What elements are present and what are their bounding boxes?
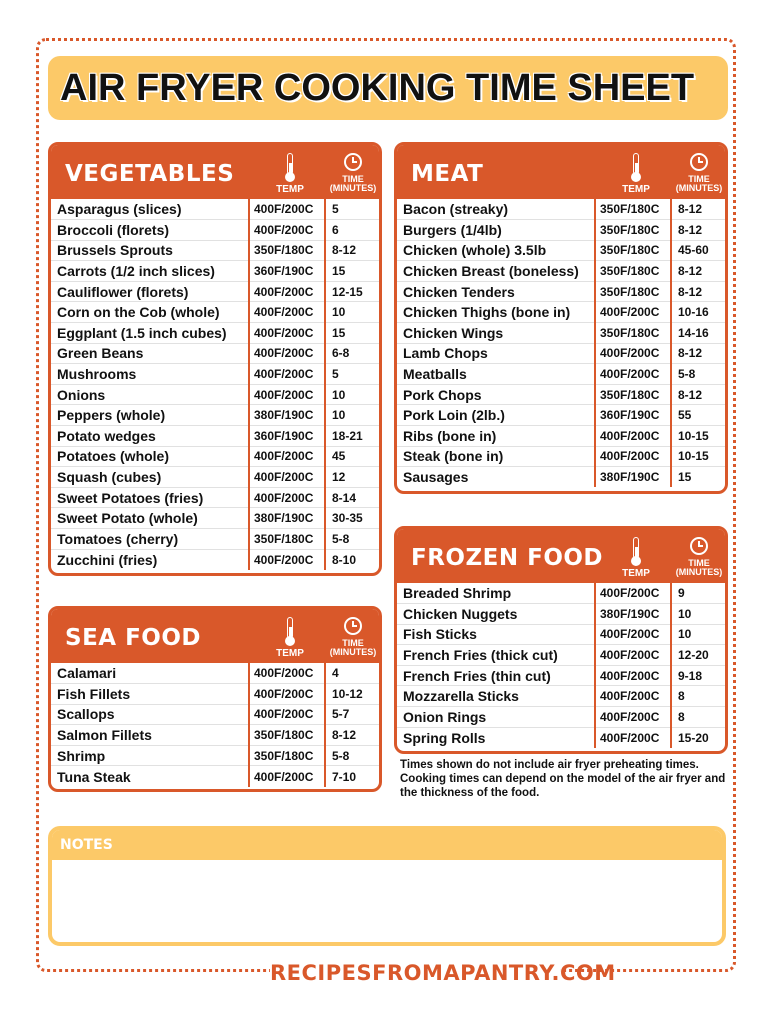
table-row: [51, 663, 379, 684]
notes-header: [52, 830, 722, 860]
section-header: [51, 145, 379, 199]
table-row: [51, 467, 379, 488]
temp-value: 400F/200C: [249, 302, 325, 323]
clock-icon: [690, 153, 708, 171]
table-row: [51, 446, 379, 467]
temp-value: 400F/200C: [595, 302, 671, 323]
food-name: Chicken Thighs (bone in): [397, 302, 595, 323]
time-header-unit: (MINUTES): [675, 567, 723, 577]
table-row: [51, 384, 379, 405]
temp-value: 360F/190C: [249, 261, 325, 282]
temp-value: 400F/200C: [249, 220, 325, 241]
time-value: 10-15: [671, 426, 725, 447]
food-name: Fish Fillets: [51, 684, 249, 705]
food-name: Broccoli (florets): [51, 220, 249, 241]
temp-value: 400F/200C: [249, 487, 325, 508]
thermometer-icon: [285, 153, 295, 183]
food-name: Potato wedges: [51, 426, 249, 447]
table-row: [397, 583, 725, 604]
food-name: Mozzarella Sticks: [397, 686, 595, 707]
time-value: 6-8: [325, 343, 379, 364]
food-name: Shrimp: [51, 745, 249, 766]
time-value: 8-12: [671, 384, 725, 405]
time-value: 15: [325, 323, 379, 344]
thermometer-icon: [631, 537, 641, 567]
food-name: Asparagus (slices): [51, 199, 249, 220]
section-header: [51, 609, 379, 663]
clock-icon: [344, 153, 362, 171]
time-value: 8-12: [671, 220, 725, 241]
section-title: FROZEN FOOD: [411, 545, 604, 571]
temp-value: 350F/180C: [595, 240, 671, 261]
table-row: [51, 261, 379, 282]
table-row: [51, 549, 379, 570]
temp-value: 400F/200C: [249, 549, 325, 570]
food-name: Tomatoes (cherry): [51, 529, 249, 550]
time-value: 10-12: [325, 684, 379, 705]
time-value: 8: [671, 707, 725, 728]
food-name: Onions: [51, 384, 249, 405]
temp-value: 400F/200C: [249, 684, 325, 705]
food-name: Peppers (whole): [51, 405, 249, 426]
meat-section: [394, 142, 728, 494]
food-name: Ribs (bone in): [397, 426, 595, 447]
table-row: [51, 487, 379, 508]
temp-value: 400F/200C: [249, 704, 325, 725]
time-value: 12-15: [325, 281, 379, 302]
temp-value: 400F/200C: [249, 323, 325, 344]
time-value: 15-20: [671, 727, 725, 748]
table-row: [397, 220, 725, 241]
temp-value: 400F/200C: [595, 645, 671, 666]
food-name: Zucchini (fries): [57, 551, 158, 568]
section-header: [397, 145, 725, 199]
time-value: 8-12: [325, 240, 379, 261]
table-row: [397, 240, 725, 261]
temp-header: [601, 149, 671, 197]
food-name: Corn on the Cob (whole): [51, 302, 249, 323]
temp-value: 400F/200C: [595, 727, 671, 748]
footer-url: RECIPESFROMAPANTRY.COM: [270, 961, 616, 985]
temp-header-label: TEMP: [622, 184, 650, 195]
time-value: 55: [671, 405, 725, 426]
temp-value: 400F/200C: [595, 343, 671, 364]
table-row: [51, 725, 379, 746]
table-row: [51, 405, 379, 426]
time-value: 10-15: [671, 446, 725, 467]
food-name: Potatoes (whole): [51, 446, 249, 467]
table-row: [397, 364, 725, 385]
table-row: [397, 302, 725, 323]
food-name: Tuna Steak: [57, 768, 131, 785]
food-name: Sweet Potatoes (fries): [51, 487, 249, 508]
temp-header: [255, 149, 325, 197]
time-header-label: TIME: [688, 174, 710, 184]
temp-header-label: TEMP: [622, 568, 650, 579]
temp-header: [255, 613, 325, 661]
time-value: 10: [671, 604, 725, 625]
food-name: Lamb Chops: [397, 343, 595, 364]
table-row: [51, 220, 379, 241]
vegetables-section: [48, 142, 382, 576]
table-row: [397, 405, 725, 426]
temp-value: 400F/200C: [595, 583, 671, 604]
food-name: Onion Rings: [397, 707, 595, 728]
time-value: 8-14: [325, 487, 379, 508]
time-header: [671, 149, 727, 197]
temp-value: 400F/200C: [249, 663, 325, 684]
table-row: [51, 745, 379, 766]
table-row: [397, 645, 725, 666]
table-row: [51, 766, 379, 787]
food-name: French Fries (thin cut): [397, 665, 595, 686]
temp-value: 380F/190C: [595, 604, 671, 625]
table-row: [397, 686, 725, 707]
temp-value: 350F/180C: [249, 240, 325, 261]
table-row: [397, 624, 725, 645]
table-row: [51, 240, 379, 261]
time-header-label: TIME: [688, 558, 710, 568]
temp-value: 350F/180C: [595, 281, 671, 302]
time-value: 8-10: [325, 549, 379, 570]
temp-value: 400F/200C: [595, 364, 671, 385]
temp-value: 400F/200C: [249, 766, 325, 787]
table-row: [51, 343, 379, 364]
table-row: [51, 323, 379, 344]
section-title: SEA FOOD: [65, 625, 201, 651]
vegetables-table: [51, 199, 379, 570]
temp-value: 360F/190C: [595, 405, 671, 426]
table-row: [51, 684, 379, 705]
table-row: [397, 446, 725, 467]
table-row: [397, 604, 725, 625]
food-name: Sausages: [403, 469, 469, 486]
time-value: 18-21: [325, 426, 379, 447]
time-value: 30-35: [325, 508, 379, 529]
food-name: Breaded Shrimp: [397, 583, 595, 604]
table-row: [397, 323, 725, 344]
time-value: 8-12: [671, 281, 725, 302]
time-value: 15: [671, 467, 725, 488]
section-header: [397, 529, 725, 583]
time-value: 45-60: [671, 240, 725, 261]
food-name: Fish Sticks: [397, 624, 595, 645]
time-value: 6: [325, 220, 379, 241]
disclaimer-note: Times shown do not include air fryer preheating times. Cooking times can depend on the model of the air fryer and the thickness of the food.: [400, 759, 726, 799]
section-title: VEGETABLES: [65, 161, 235, 187]
time-value: 4: [325, 663, 379, 684]
table-row: [397, 707, 725, 728]
temp-value: 400F/200C: [595, 446, 671, 467]
temp-value: 400F/200C: [595, 624, 671, 645]
food-name: Cauliflower (florets): [51, 281, 249, 302]
temp-value: 350F/180C: [595, 384, 671, 405]
clock-icon: [344, 617, 362, 635]
temp-value: 400F/200C: [595, 665, 671, 686]
table-row: [51, 704, 379, 725]
time-value: 10: [325, 405, 379, 426]
time-value: 12-20: [671, 645, 725, 666]
food-name: Steak (bone in): [397, 446, 595, 467]
table-row: [51, 508, 379, 529]
temp-value: 400F/200C: [595, 707, 671, 728]
temp-value: 400F/200C: [249, 384, 325, 405]
table-row: [397, 665, 725, 686]
table-row: [397, 426, 725, 447]
section-title: MEAT: [411, 161, 484, 187]
food-name: Chicken Breast (boneless): [397, 261, 595, 282]
temp-value: 400F/200C: [249, 467, 325, 488]
time-value: 5: [325, 364, 379, 385]
food-name: Chicken Wings: [397, 323, 595, 344]
temp-value: 350F/180C: [595, 199, 671, 220]
table-row: [397, 384, 725, 405]
temp-value: 400F/200C: [249, 343, 325, 364]
food-name: Squash (cubes): [51, 467, 249, 488]
time-value: 8-12: [671, 343, 725, 364]
food-name: Calamari: [51, 663, 249, 684]
temp-value: 350F/180C: [249, 529, 325, 550]
food-name: Bacon (streaky): [397, 199, 595, 220]
time-value: 10: [671, 624, 725, 645]
food-name: Mushrooms: [51, 364, 249, 385]
temp-value: 400F/200C: [249, 364, 325, 385]
time-value: 8-12: [671, 261, 725, 282]
food-name: Spring Rolls: [403, 729, 486, 746]
time-value: 5: [325, 199, 379, 220]
time-value: 10: [325, 384, 379, 405]
temp-value: 400F/200C: [249, 446, 325, 467]
time-value: 8-12: [325, 725, 379, 746]
table-row: [51, 302, 379, 323]
temp-value: 360F/190C: [249, 426, 325, 447]
temp-value: 380F/190C: [249, 508, 325, 529]
page-title: AIR FRYER COOKING TIME SHEET: [60, 67, 695, 109]
food-name: Burgers (1/4lb): [397, 220, 595, 241]
time-value: 9: [671, 583, 725, 604]
food-name: Eggplant (1.5 inch cubes): [51, 323, 249, 344]
food-name: Pork Chops: [397, 384, 595, 405]
time-value: 5-8: [325, 745, 379, 766]
time-value: 8: [671, 686, 725, 707]
frozen-table: [397, 583, 725, 748]
temp-header-label: TEMP: [276, 648, 304, 659]
thermometer-icon: [631, 153, 641, 183]
table-row: [397, 343, 725, 364]
time-header-unit: (MINUTES): [329, 183, 377, 193]
time-value: 10-16: [671, 302, 725, 323]
thermometer-icon: [285, 617, 295, 647]
food-name: Salmon Fillets: [51, 725, 249, 746]
temp-header: [601, 533, 671, 581]
food-name: French Fries (thick cut): [397, 645, 595, 666]
title-banner: [48, 56, 728, 120]
time-header: [325, 149, 381, 197]
time-value: 45: [325, 446, 379, 467]
time-value: 12: [325, 467, 379, 488]
temp-value: 350F/180C: [595, 261, 671, 282]
temp-value: 380F/190C: [595, 467, 671, 488]
temp-value: 380F/190C: [249, 405, 325, 426]
temp-value: 350F/180C: [595, 220, 671, 241]
food-name: Chicken Tenders: [397, 281, 595, 302]
seafood-table: [51, 663, 379, 787]
time-header-unit: (MINUTES): [675, 183, 723, 193]
table-row: [397, 261, 725, 282]
seafood-section: [48, 606, 382, 792]
food-name: Carrots (1/2 inch slices): [51, 261, 249, 282]
time-value: 5-8: [325, 529, 379, 550]
temp-value: 400F/200C: [595, 686, 671, 707]
time-header: [325, 613, 381, 661]
time-value: 10: [325, 302, 379, 323]
food-name: Chicken Nuggets: [397, 604, 595, 625]
notes-label: NOTES: [60, 837, 113, 853]
food-name: Scallops: [51, 704, 249, 725]
food-name: Sweet Potato (whole): [51, 508, 249, 529]
food-name: Meatballs: [397, 364, 595, 385]
food-name: Brussels Sprouts: [51, 240, 249, 261]
temp-header-label: TEMP: [276, 184, 304, 195]
time-header: [671, 533, 727, 581]
temp-value: 400F/200C: [249, 199, 325, 220]
frozen-section: [394, 526, 728, 754]
temp-value: 350F/180C: [595, 323, 671, 344]
notes-box[interactable]: [48, 826, 726, 946]
time-header-label: TIME: [342, 174, 364, 184]
temp-value: 400F/200C: [595, 426, 671, 447]
time-value: 14-16: [671, 323, 725, 344]
table-row: [397, 281, 725, 302]
food-name: Green Beans: [51, 343, 249, 364]
time-header-unit: (MINUTES): [329, 647, 377, 657]
temp-value: 400F/200C: [249, 281, 325, 302]
temp-value: 350F/180C: [249, 745, 325, 766]
table-row: [397, 467, 725, 488]
food-name: Pork Loin (2lb.): [397, 405, 595, 426]
table-row: [51, 426, 379, 447]
time-value: 8-12: [671, 199, 725, 220]
time-value: 7-10: [325, 766, 379, 787]
table-row: [51, 199, 379, 220]
time-header-label: TIME: [342, 638, 364, 648]
table-row: [51, 281, 379, 302]
table-row: [397, 727, 725, 748]
time-value: 9-18: [671, 665, 725, 686]
temp-value: 350F/180C: [249, 725, 325, 746]
time-value: 5-7: [325, 704, 379, 725]
food-name: Chicken (whole) 3.5lb: [397, 240, 595, 261]
time-value: 15: [325, 261, 379, 282]
table-row: [51, 529, 379, 550]
meat-table: [397, 199, 725, 487]
time-value: 5-8: [671, 364, 725, 385]
table-row: [397, 199, 725, 220]
table-row: [51, 364, 379, 385]
clock-icon: [690, 537, 708, 555]
